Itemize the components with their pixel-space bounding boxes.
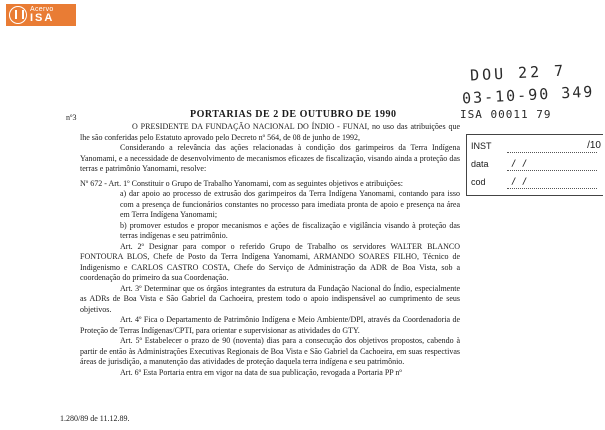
article-6: Art. 6º Esta Portaria entra em vigor na data de sua publicação, revogada a Portaria PP nº xyxy=(120,367,402,377)
article-5: Art. 5º Estabelecer o prazo de 90 (noventa) dias para a consecução dos objetivos propostos, cabendo à partir de então às Administrações Executivas Regionais de Boa Vista e São Gabriel da Cachoeira, em suas respectivas áreas de jurisdição, a manutenção das atividades de proteção daquela terra indígena e seu patrimônio. xyxy=(80,336,460,366)
article-1: Nº 672 - Art. 1º Constituir o Grupo de Trabalho Yanomami, com as seguintes objetivos e atribuições: xyxy=(80,178,403,188)
article-1-item-a: a) dar apoio ao processo de extrusão dos garimpeiros da Terra Indígena Yanomami, contando para isso com a presença de funcionários constantes no processo para imediata pronta de apoio e presença na área em Terra Indígena Yanomami; xyxy=(120,189,460,219)
logo-line2: ISA xyxy=(30,12,55,24)
article-2: Art. 2º Designar para compor o referido Grupo de Trabalho os servidores WALTER BLANCO FONTOURA BLOS, Chefe de Posto da Terra Indígena Yanomami, ARMANDO SOARES FILHO, Técnico de Indigenismo e CARLOS CASTRO COSTA, Chefe do Serviço de Administração da ADR de Boa Vista, sob a coordenação do primeiro da sua Coordenação. xyxy=(80,241,460,282)
preamble-paragraph: O PRESIDENTE DA FUNDAÇÃO NACIONAL DO ÍNDIO - FUNAI, no uso das atribuições que lhe são conferidas pelo Estatuto aprovado pelo Decreto nº 564, de 08 de junho de 1992, xyxy=(80,122,460,142)
stamp-row-cod xyxy=(471,175,603,191)
stamp-row-data xyxy=(471,157,603,173)
stamp-value-data: / / xyxy=(511,159,528,169)
considering-paragraph: Considerando a relevância das ações relacionadas à condição dos garimpeiros da Terra Indígena Yanomami, e a necessidade de desenvolvimento de mecanismos eficazes de fiscalização, visando ainda a proteção das terras e patrimônio Yanomami, resolve: xyxy=(80,143,460,173)
acervo-isa-logo xyxy=(6,4,76,26)
handwritten-note-2: 03-10-90 349 xyxy=(461,82,595,108)
handwritten-note-3: ISA 00011 79 xyxy=(460,108,552,121)
handwritten-note-1: DOU 22 7 xyxy=(469,61,567,85)
logo-line1: Acervo xyxy=(30,6,54,13)
stamp-label-cod: cod xyxy=(471,177,486,187)
article-3: Art. 3º Determinar que os órgãos integrantes da estrutura da Fundação Nacional do Índio, especialmente as ADRs de Boa Vista e São Gabriel da Cachoeira, prestem todo o apoio indispensável ao cumprimento de seus objetivos. xyxy=(80,283,460,314)
article-4: Art. 4º Fica o Departamento de Patrimônio Indígena e Meio Ambiente/DPI, através da Coordenadoria de Proteção de Terras Indígenas/CPTI, para orientar e supervisionar as atividades do GTY. xyxy=(80,315,460,335)
archive-stamp xyxy=(466,134,603,196)
stamp-label-inst: INST xyxy=(471,141,492,151)
stamp-label-data: data xyxy=(471,159,489,169)
stamp-value-cod: / / xyxy=(511,177,528,187)
isa-mark-icon xyxy=(9,6,27,24)
document-title: PORTARIAS DE 2 DE OUTUBRO DE 1990 xyxy=(190,109,397,120)
stamp-fragment: /10 xyxy=(587,140,601,151)
stamp-row-inst xyxy=(471,139,603,155)
page-reference: nº3 xyxy=(66,113,77,122)
document-footer: 1.280/89 de 11.12.89. xyxy=(60,414,130,423)
article-1-item-b: b) promover estudos e propor mecanismos e ações de fiscalização e vigilância visando à proteção das terras indígenas e seu patrimônio. xyxy=(120,220,460,240)
document-body xyxy=(80,122,460,378)
